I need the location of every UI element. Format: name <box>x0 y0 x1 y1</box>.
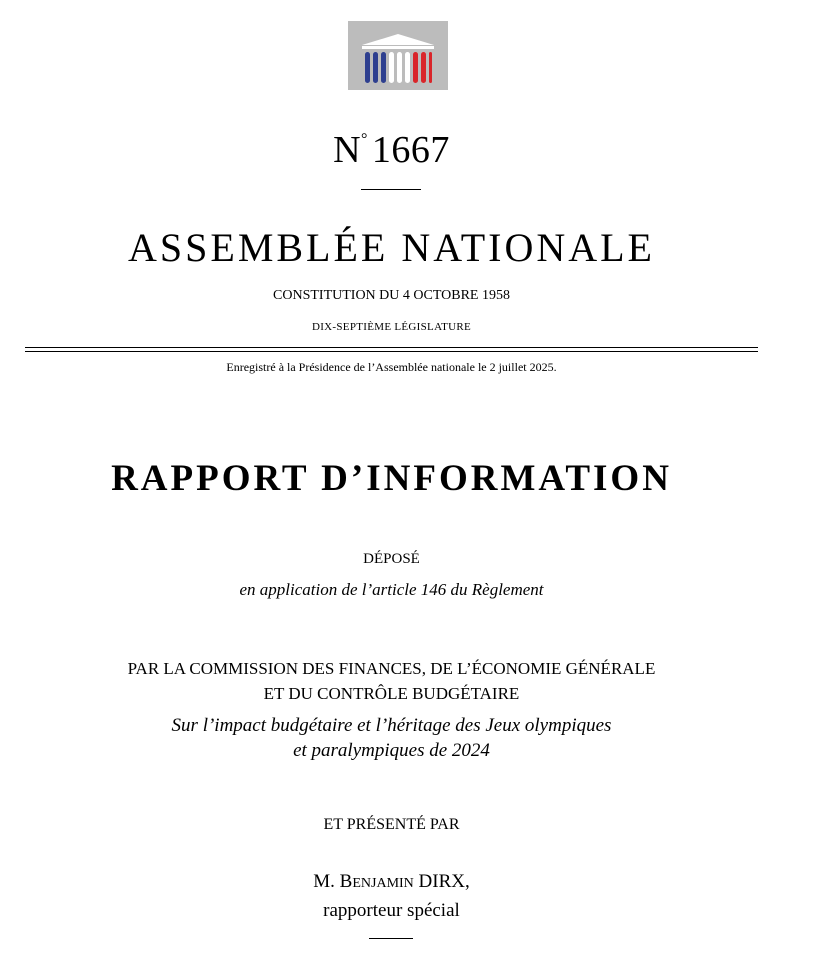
number-prefix: N <box>333 129 362 171</box>
presented-by-label: ET PRÉSENTÉ PAR <box>323 816 460 833</box>
subject-line-2: et paralympiques de 2024 <box>293 740 490 761</box>
report-title: RAPPORT D’INFORMATION <box>111 458 672 499</box>
author-name <box>0 871 783 893</box>
author-first-name: BENJAMIN <box>339 871 414 892</box>
author-title: M. <box>313 871 335 892</box>
institution-title: ASSEMBLÉE NATIONALE <box>128 225 655 270</box>
application-line: en application de l’article 146 du Règlement <box>239 580 544 599</box>
logo-columns <box>365 52 432 83</box>
double-rule-top <box>25 347 758 348</box>
logo-entablature <box>362 46 434 49</box>
legislature-line: DIX-SEPTIÈME LÉGISLATURE <box>311 321 472 333</box>
author-role: rapporteur spécial <box>323 900 460 921</box>
number-degree: ° <box>361 131 368 148</box>
registration-line: Enregistré à la Présidence de l’Assemblée nationale le 2 juillet 2025. <box>226 360 557 374</box>
number-value: 1667 <box>371 129 450 171</box>
end-separator-rule <box>369 938 413 939</box>
commission-line-2: ET DU CONTRÔLE BUDGÉTAIRE <box>263 684 520 703</box>
separator-rule <box>361 189 421 190</box>
subject-line-1: Sur l’impact budgétaire et l’héritage des Jeux olympiques <box>171 715 612 736</box>
author-last-name: DIRX, <box>418 871 470 892</box>
commission-line-1: PAR LA COMMISSION DES FINANCES, DE L’ÉCONOMIE GÉNÉRALE <box>127 659 656 678</box>
constitution-line: CONSTITUTION DU 4 OCTOBRE 1958 <box>273 288 510 303</box>
assemblee-nationale-logo <box>348 21 448 90</box>
deposited-label: DÉPOSÉ <box>363 551 420 567</box>
double-rule-bottom <box>25 351 758 352</box>
document-number <box>0 128 783 172</box>
